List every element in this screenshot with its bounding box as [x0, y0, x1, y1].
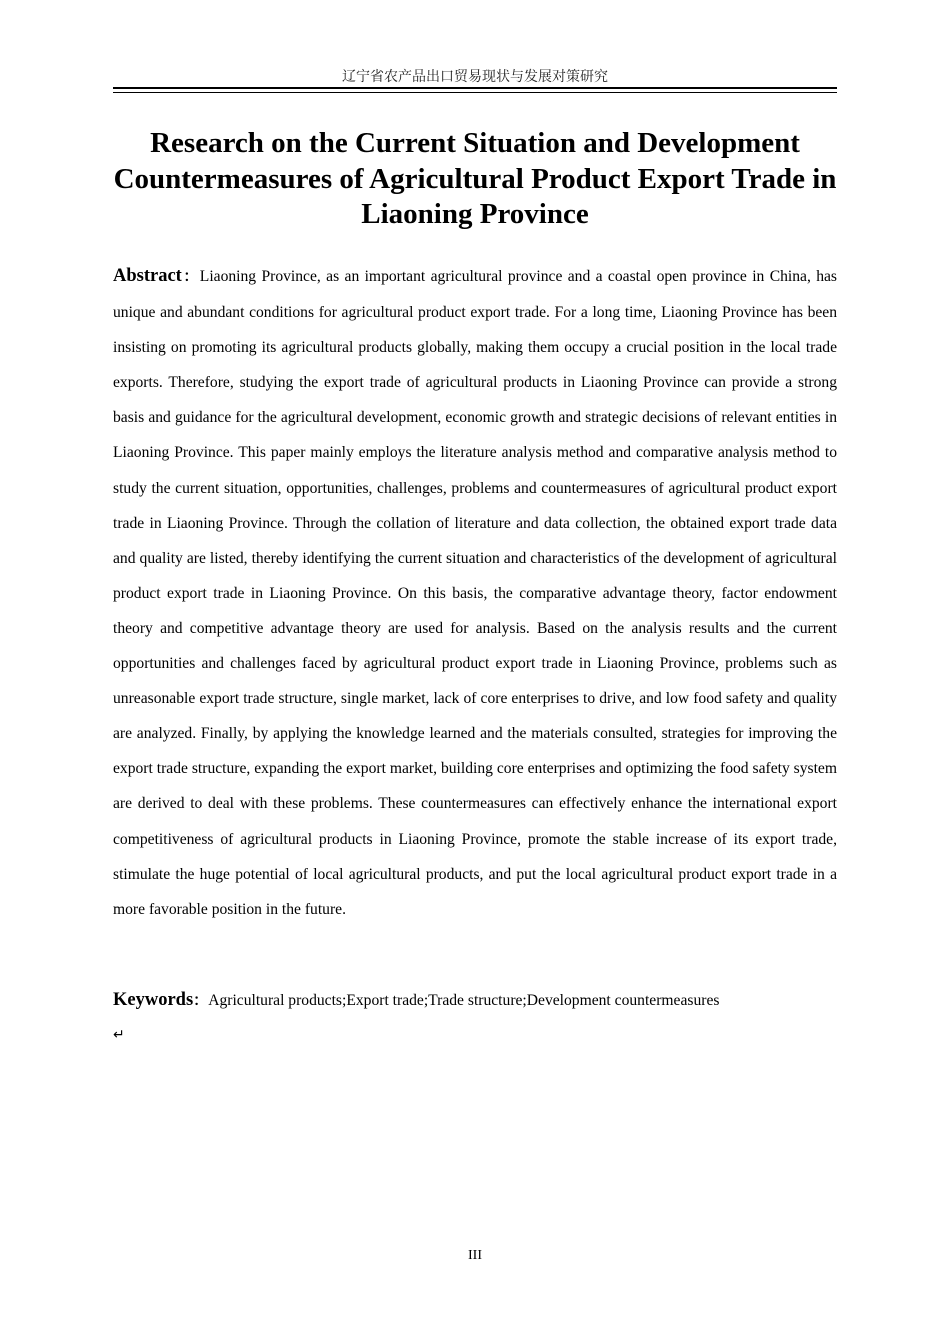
- abstract-paragraph: [113, 259, 837, 927]
- paragraph-return-mark: ↵: [113, 1027, 125, 1043]
- keywords-line: [113, 985, 837, 1016]
- keywords-label: Keywords: [113, 990, 194, 1010]
- keywords-colon: ：: [193, 993, 209, 1009]
- paper-title: Research on the Current Situation and Development Countermeasures of Agricultural Product Export Trade in Liaoning Province: [113, 127, 837, 230]
- page-number: III: [468, 1248, 482, 1263]
- header-rule-thick: [113, 87, 837, 89]
- abstract-label: Abstract: [113, 266, 182, 286]
- keywords-text: Agricultural products;Export trade;Trade structure;Development countermeasures: [208, 992, 720, 1009]
- abstract-text: Liaoning Province, as an important agricultural province and a coastal open province in China, has unique and abundant conditions for agricultural product export trade. For a long time, Liaoning Province has been insisting on promoting its agricultural products globally, making them occupy a crucial position in the local trade exports. Therefore, studying the export trade of agricultural products in Liaoning Province can provide a strong basis and guidance for the agricultural development, economic growth and strategic decisions of relevant entities in Liaoning Province. This paper mainly employs the literature analysis method and comparative analysis method to study the current situation, opportunities, challenges, problems and countermeasures of agricultural product export trade in Liaoning Province. Through the collation of literature and data collection, the obtained export trade data and quality are listed, thereby identifying the current situation and characteristics of the development of agricultural product export trade in Liaoning Province. On this basis, the comparative advantage theory, factor endowment theory and competitive advantage theory are used for analysis. Based on the analysis results and the current opportunities and challenges faced by agricultural product export trade in Liaoning Province, problems such as unreasonable export trade structure, single market, lack of core enterprises to drive, and low food safety and quality are analyzed. Finally, by applying the knowledge learned and the materials consulted, strategies for improving the export trade structure, expanding the export market, building core enterprises and optimizing the food safety system are derived to deal with these problems. These countermeasures can effectively enhance the international export competitiveness of agricultural products in Liaoning Province, promote the stable increase of its export trade, stimulate the huge potential of local agricultural products, and put the local agricultural product export trade in a more favorable position in the future.: [113, 268, 837, 918]
- running-header: 辽宁省农产品出口贸易现状与发展对策研究: [342, 69, 608, 85]
- abstract-colon: ：: [181, 269, 200, 285]
- header-rule-thin: [113, 92, 837, 93]
